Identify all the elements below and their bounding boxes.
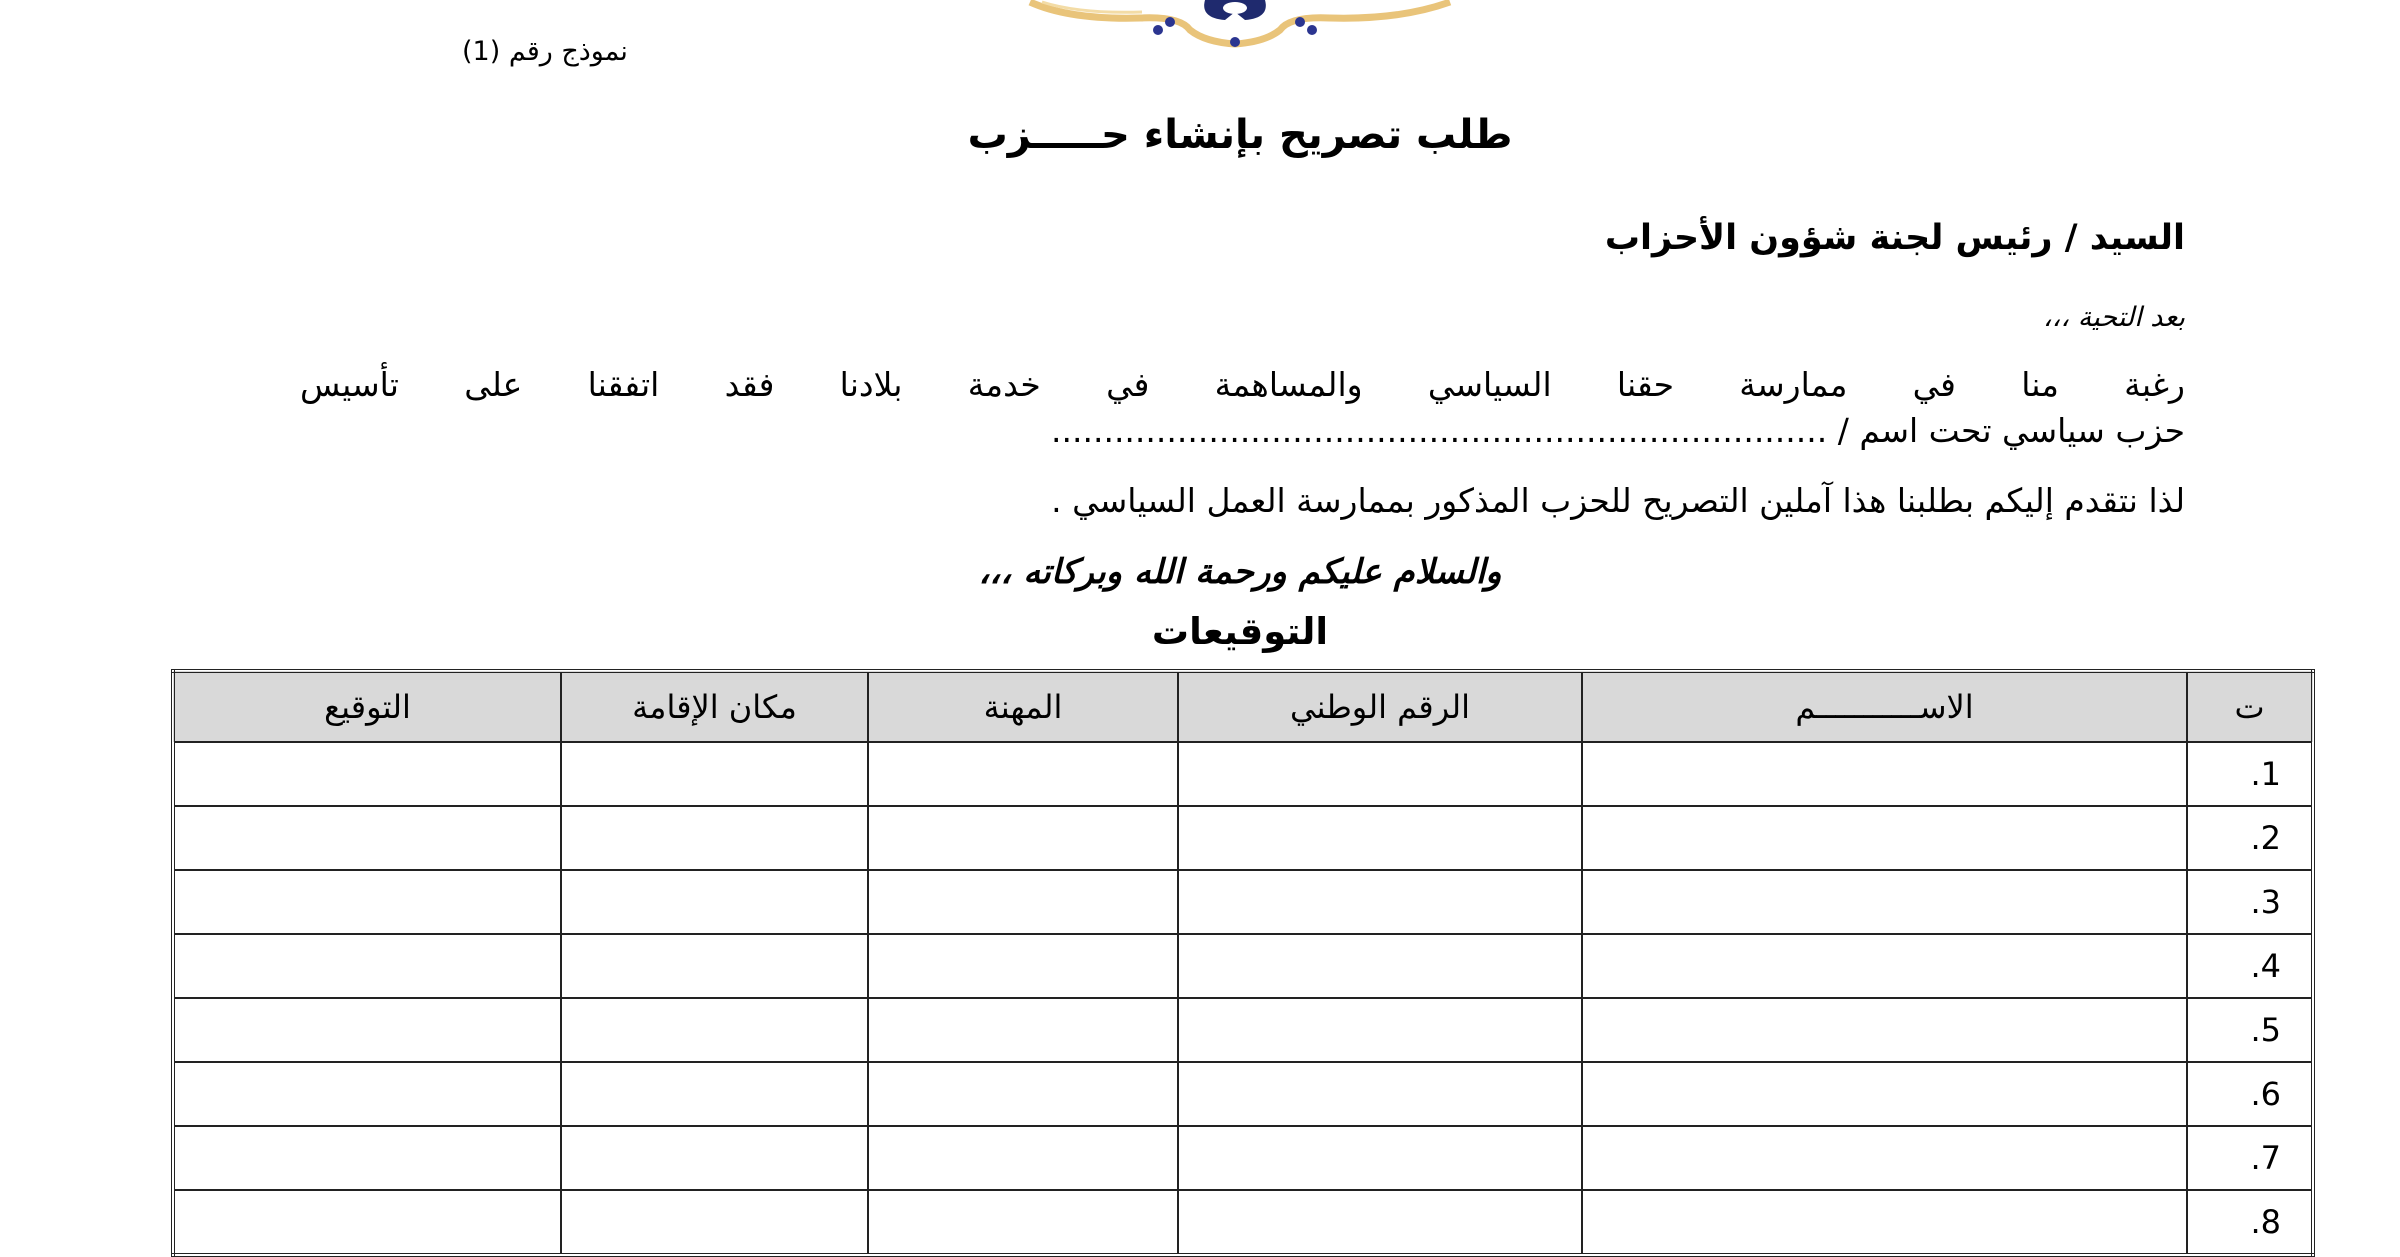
column-header-residence: مكان الإقامة bbox=[561, 671, 868, 742]
signature-cell[interactable] bbox=[173, 806, 561, 870]
national-id-cell[interactable] bbox=[1178, 1126, 1582, 1190]
name-cell[interactable] bbox=[1582, 806, 2187, 870]
table-row bbox=[173, 1062, 2313, 1126]
row-number: .8 bbox=[2187, 1190, 2313, 1255]
name-cell[interactable] bbox=[1582, 934, 2187, 998]
name-cell[interactable] bbox=[1582, 870, 2187, 934]
profession-cell[interactable] bbox=[868, 1126, 1178, 1190]
name-cell[interactable] bbox=[1582, 1062, 2187, 1126]
name-cell[interactable] bbox=[1582, 1190, 2187, 1255]
table-header-row bbox=[173, 671, 2313, 742]
national-id-cell[interactable] bbox=[1178, 742, 1582, 806]
profession-cell[interactable] bbox=[868, 806, 1178, 870]
closing-salutation: والسلام عليكم ورحمة الله وبركاته ،،، bbox=[978, 552, 1502, 592]
national-id-cell[interactable] bbox=[1178, 806, 1582, 870]
column-header-national-id: الرقم الوطني bbox=[1178, 671, 1582, 742]
column-header-number: ت bbox=[2187, 671, 2313, 742]
residence-cell[interactable] bbox=[561, 934, 868, 998]
table-row bbox=[173, 934, 2313, 998]
signature-cell[interactable] bbox=[173, 998, 561, 1062]
profession-cell[interactable] bbox=[868, 998, 1178, 1062]
profession-cell[interactable] bbox=[868, 870, 1178, 934]
row-number: .3 bbox=[2187, 870, 2313, 934]
paragraph-line-2 bbox=[300, 411, 2185, 457]
residence-cell[interactable] bbox=[561, 870, 868, 934]
signature-cell[interactable] bbox=[173, 1062, 561, 1126]
profession-cell[interactable] bbox=[868, 1062, 1178, 1126]
name-cell[interactable] bbox=[1582, 998, 2187, 1062]
paragraph-line-1: رغبة منا في ممارسة حقنا السياسي والمساهمة في خدمة بلادنا فقد اتفقنا على تأسيس bbox=[300, 365, 2185, 404]
residence-cell[interactable] bbox=[561, 1062, 868, 1126]
row-number: .7 bbox=[2187, 1126, 2313, 1190]
table-row bbox=[173, 870, 2313, 934]
ornamental-emblem-icon bbox=[1030, 0, 1450, 50]
signatures-table bbox=[171, 669, 2315, 1257]
residence-cell[interactable] bbox=[561, 1190, 868, 1255]
table-row bbox=[173, 1126, 2313, 1190]
row-number: .5 bbox=[2187, 998, 2313, 1062]
addressee: السيد / رئيس لجنة شؤون الأحزاب bbox=[1604, 218, 2185, 258]
profession-cell[interactable] bbox=[868, 934, 1178, 998]
party-name-blank[interactable]: .......................................................................... bbox=[1051, 411, 1828, 450]
residence-cell[interactable] bbox=[561, 806, 868, 870]
national-id-cell[interactable] bbox=[1178, 934, 1582, 998]
form-number: نموذج رقم (1) bbox=[462, 36, 628, 67]
signatures-heading: التوقيعات bbox=[1151, 610, 1329, 653]
row-number: .4 bbox=[2187, 934, 2313, 998]
name-cell[interactable] bbox=[1582, 1126, 2187, 1190]
residence-cell[interactable] bbox=[561, 998, 868, 1062]
profession-cell[interactable] bbox=[868, 742, 1178, 806]
table-row bbox=[173, 742, 2313, 806]
column-header-signature: التوقيع bbox=[173, 671, 561, 742]
page-title: طلب تصريح بإنشاء حـــــزب bbox=[967, 112, 1513, 158]
greeting: بعد التحية ،،، bbox=[2043, 302, 2185, 333]
residence-cell[interactable] bbox=[561, 742, 868, 806]
party-name-label: حزب سياسي تحت اسم / bbox=[1837, 411, 2185, 450]
national-id-cell[interactable] bbox=[1178, 1190, 1582, 1255]
signature-cell[interactable] bbox=[173, 1190, 561, 1255]
signatures-table-container bbox=[171, 669, 2315, 1241]
residence-cell[interactable] bbox=[561, 1126, 868, 1190]
table-row bbox=[173, 998, 2313, 1062]
name-cell[interactable] bbox=[1582, 742, 2187, 806]
row-number: .6 bbox=[2187, 1062, 2313, 1126]
signature-cell[interactable] bbox=[173, 1126, 561, 1190]
national-id-cell[interactable] bbox=[1178, 1062, 1582, 1126]
signature-cell[interactable] bbox=[173, 934, 561, 998]
table-row bbox=[173, 806, 2313, 870]
row-number: .2 bbox=[2187, 806, 2313, 870]
column-header-profession: المهنة bbox=[868, 671, 1178, 742]
national-id-cell[interactable] bbox=[1178, 998, 1582, 1062]
signature-cell[interactable] bbox=[173, 870, 561, 934]
row-number: .1 bbox=[2187, 742, 2313, 806]
signature-cell[interactable] bbox=[173, 742, 561, 806]
profession-cell[interactable] bbox=[868, 1190, 1178, 1255]
table-row bbox=[173, 1190, 2313, 1255]
column-header-name: الاســـــــــــم bbox=[1582, 671, 2187, 742]
paragraph-line-3: لذا نتقدم إليكم بطلبنا هذا آملين التصريح للحزب المذكور بممارسة العمل السياسي . bbox=[1051, 481, 2185, 520]
national-id-cell[interactable] bbox=[1178, 870, 1582, 934]
